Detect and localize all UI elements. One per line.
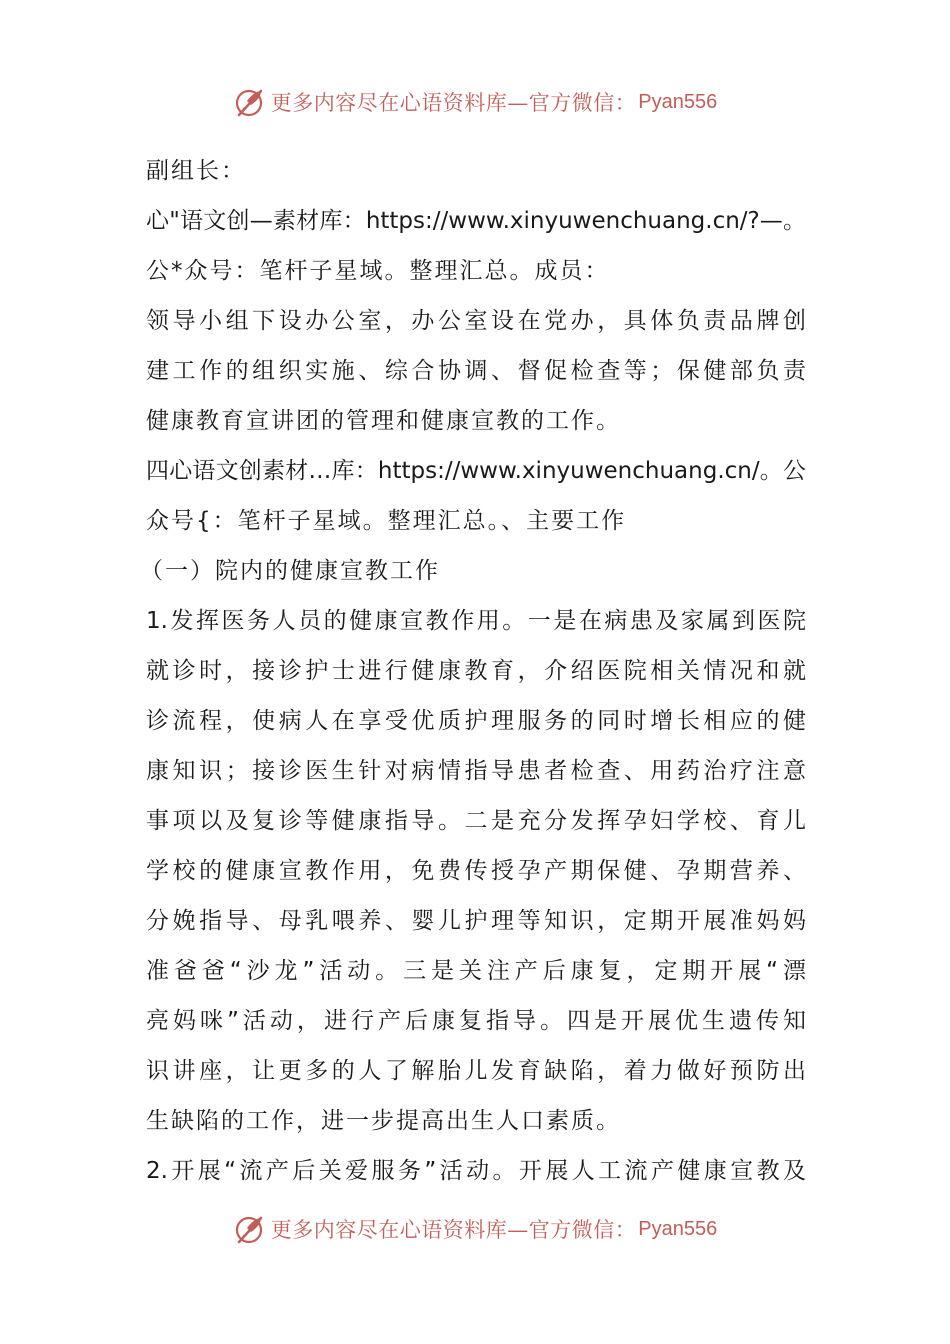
text-line: 领导小组下设办公室，办公室设在党办，具体负责品牌创 (146, 308, 806, 334)
quill-logo-icon (233, 1212, 267, 1246)
text-line: 2.开展“流产后关爱服务”活动。开展人工流产健康宣教及 (146, 1158, 806, 1184)
text-line: 分娩指导、母乳喂养、婴儿护理等知识，定期开展准妈妈 (146, 908, 806, 934)
text-line: 康知识；接诊医生针对病情指导患者检查、用药治疗注意 (146, 758, 806, 784)
text-line: 亮妈咪”活动，进行产后康复指导。四是开展优生遗传知 (146, 1008, 806, 1034)
footer-watermark-banner (0, 1209, 950, 1249)
text-line: 诊流程，使病人在享受优质护理服务的同时增长相应的健 (146, 708, 806, 734)
text-line: 学校的健康宣教作用，免费传授孕产期保健、孕期营养、 (146, 858, 806, 884)
text-line: 健康教育宣讲团的管理和健康宣教的工作。 (146, 408, 621, 434)
text-line: 心"语文创—素材库：https://www.xinyuwenchuang.cn/?—。 (146, 208, 806, 234)
text-line: 1.发挥医务人员的健康宣教作用。一是在病患及家属到医院 (146, 608, 806, 634)
header-banner-handle: Pyan556 (638, 90, 718, 113)
section-heading: （一）院内的健康宣教工作 (140, 558, 440, 584)
text-line: 事项以及复诊等健康指导。二是充分发挥孕妇学校、育儿 (146, 808, 806, 834)
text-line: 生缺陷的工作，进一步提高出生人口素质。 (146, 1108, 621, 1134)
text-line: 公*众号：笔杆子星域。整理汇总。成员： (146, 258, 610, 284)
text-line: 四心语文创素材…库：https://www.xinyuwenchuang.cn/。公 (146, 458, 806, 484)
header-banner-text: 更多内容尽在心语资料库—官方微信： (270, 91, 637, 115)
footer-banner-handle: Pyan556 (638, 1217, 718, 1240)
document-body (140, 146, 806, 1196)
header-watermark-banner (0, 82, 950, 122)
text-line: 就诊时，接诊护士进行健康教育，介绍医院相关情况和就 (146, 658, 806, 684)
text-line: 准爸爸“沙龙”活动。三是关注产后康复，定期开展“漂 (146, 958, 806, 984)
text-line: 众号{：笔杆子星域。整理汇总。、主要工作 (146, 508, 627, 534)
quill-logo-icon (233, 85, 267, 119)
text-line: 副组长： (146, 158, 246, 184)
text-line: 识讲座，让更多的人了解胎儿发育缺陷，着力做好预防出 (146, 1058, 806, 1084)
text-line: 建工作的组织实施、综合协调、督促检查等；保健部负责 (146, 358, 806, 384)
footer-banner-text: 更多内容尽在心语资料库—官方微信： (270, 1218, 637, 1242)
